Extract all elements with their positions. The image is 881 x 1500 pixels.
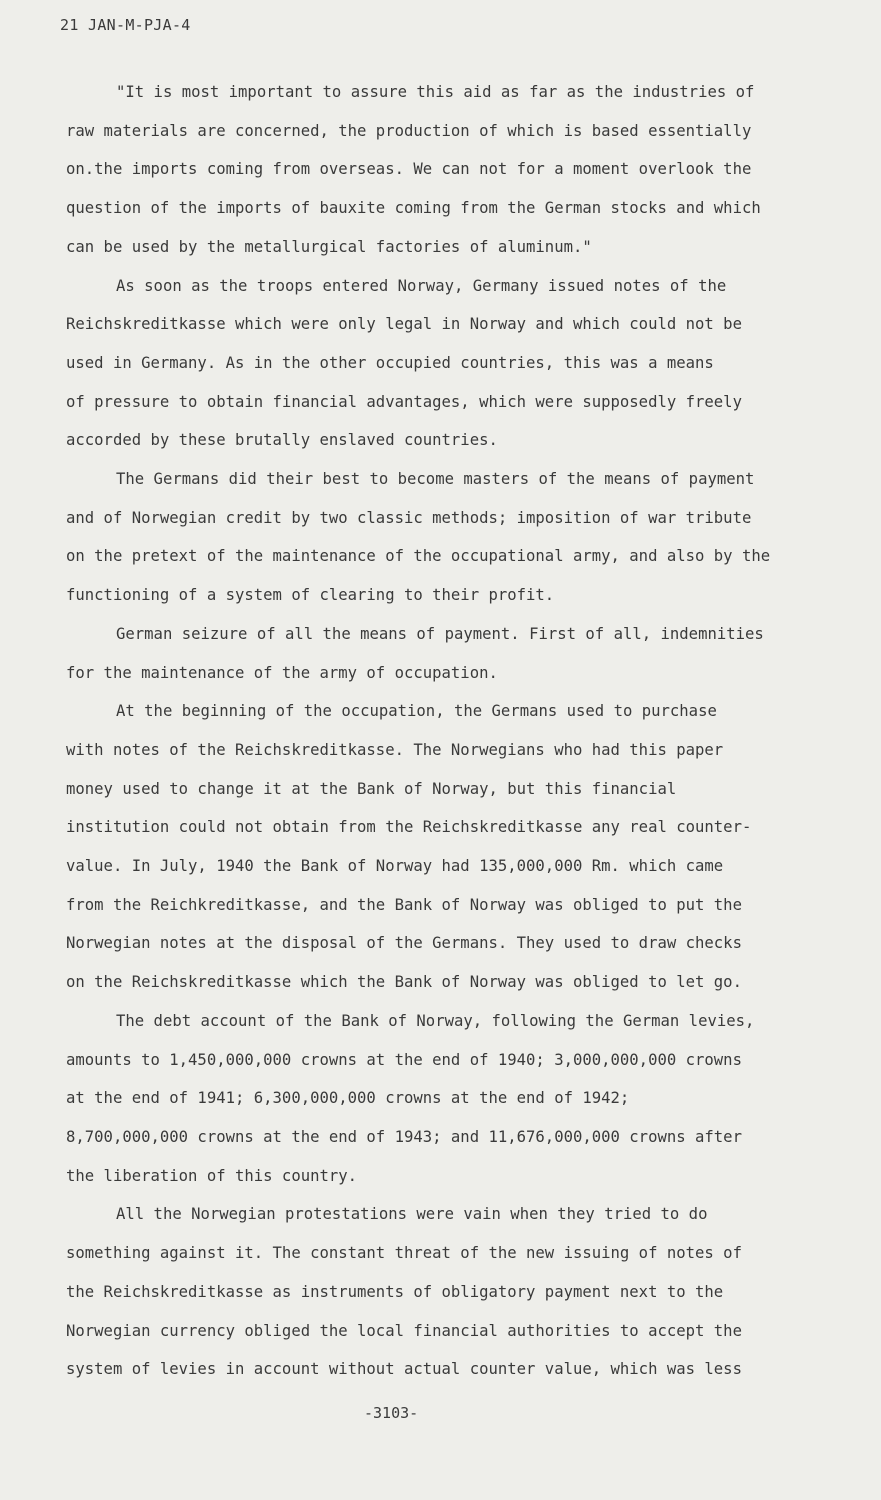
text-line: The debt account of the Bank of Norway, following the German levies, bbox=[116, 1011, 755, 1030]
text-line: At the beginning of the occupation, the Germans used to purchase bbox=[116, 702, 717, 721]
document-reference: 21 JAN-M-PJA-4 bbox=[60, 16, 191, 34]
page-number: -3103- bbox=[364, 1404, 419, 1422]
text-line: 8,700,000,000 crowns at the end of 1943; and 11,676,000,000 crowns after bbox=[66, 1127, 742, 1146]
text-line: on the Reichskreditkasse which the Bank of Norway was obliged to let go. bbox=[66, 973, 742, 992]
text-line: money used to change it at the Bank of Norway, but this financial bbox=[66, 779, 677, 798]
text-line: from the Reichkreditkasse, and the Bank of Norway was obliged to put the bbox=[66, 895, 742, 914]
text-line: The Germans did their best to become masters of the means of payment bbox=[116, 470, 755, 489]
paragraph-beginning-occupation bbox=[66, 692, 836, 1002]
paragraph-seizure-heading bbox=[66, 615, 836, 692]
text-line: of pressure to obtain financial advantages, which were supposedly freely bbox=[66, 392, 742, 411]
paragraph-notes-issued bbox=[66, 267, 836, 461]
text-line: value. In July, 1940 the Bank of Norway had 135,000,000 Rm. which came bbox=[66, 857, 724, 876]
text-line: question of the imports of bauxite coming from the German stocks and which bbox=[66, 199, 761, 218]
paragraph-debt-account bbox=[66, 1002, 836, 1196]
text-line: something against it. The constant threat of the new issuing of notes of bbox=[66, 1244, 742, 1263]
text-line: at the end of 1941; 6,300,000,000 crowns at the end of 1942; bbox=[66, 1089, 630, 1108]
document-body bbox=[66, 73, 836, 1389]
text-line: used in Germany. As in the other occupied countries, this was a means bbox=[66, 353, 714, 372]
text-line: the liberation of this country. bbox=[66, 1166, 358, 1185]
text-line: German seizure of all the means of payment. First of all, indemnities bbox=[116, 624, 764, 643]
text-line: and of Norwegian credit by two classic methods; imposition of war tribute bbox=[66, 508, 752, 527]
text-line: Norwegian currency obliged the local financial authorities to accept the bbox=[66, 1321, 742, 1340]
text-line: As soon as the troops entered Norway, Germany issued notes of the bbox=[116, 276, 727, 295]
text-line: amounts to 1,450,000,000 crowns at the end of 1940; 3,000,000,000 crowns bbox=[66, 1050, 742, 1069]
paragraph-protestations bbox=[66, 1195, 836, 1389]
text-line: can be used by the metallurgical factories of aluminum." bbox=[66, 237, 592, 256]
text-line: institution could not obtain from the Reichskreditkasse any real counter- bbox=[66, 818, 752, 837]
text-line: functioning of a system of clearing to their profit. bbox=[66, 586, 555, 605]
paragraph-classic-methods bbox=[66, 460, 836, 615]
text-line: All the Norwegian protestations were vain when they tried to do bbox=[116, 1205, 708, 1224]
text-line: "It is most important to assure this aid as far as the industries of bbox=[116, 83, 755, 101]
text-line: system of levies in account without actual counter value, which was less bbox=[66, 1360, 742, 1379]
text-line: for the maintenance of the army of occupation. bbox=[66, 663, 498, 682]
text-line: on.the imports coming from overseas. We can not for a moment overlook the bbox=[66, 160, 752, 179]
text-line: on the pretext of the maintenance of the occupational army, and also by the bbox=[66, 547, 771, 566]
text-line: Norwegian notes at the disposal of the Germans. They used to draw checks bbox=[66, 934, 742, 953]
text-line: accorded by these brutally enslaved countries. bbox=[66, 431, 498, 450]
text-line: Reichskreditkasse which were only legal in Norway and which could not be bbox=[66, 315, 742, 334]
text-line: with notes of the Reichskreditkasse. The Norwegians who had this paper bbox=[66, 740, 724, 759]
paragraph-quote bbox=[66, 73, 836, 267]
text-line: raw materials are concerned, the production of which is based essentially bbox=[66, 121, 752, 140]
text-line: the Reichskreditkasse as instruments of obligatory payment next to the bbox=[66, 1282, 724, 1301]
